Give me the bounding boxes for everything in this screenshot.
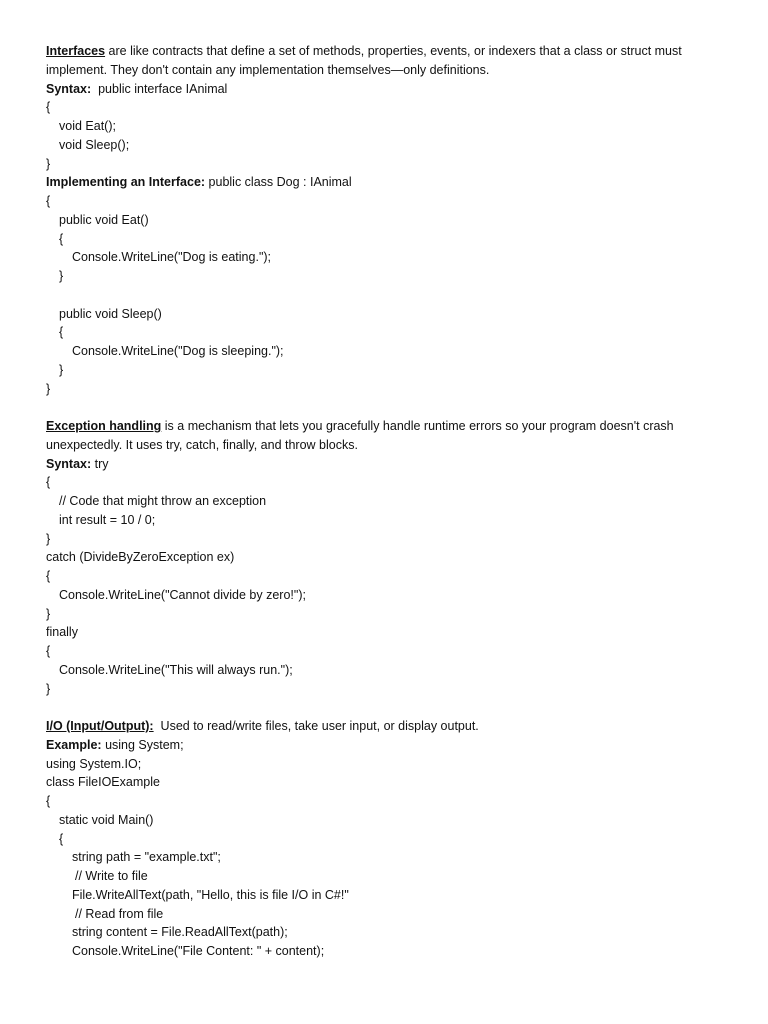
blank-line: [46, 286, 726, 305]
io-example-label: Example:: [46, 737, 102, 752]
interfaces-intro-paragraph: [46, 42, 726, 80]
io-intro-text: Used to read/write files, take user input, or display output.: [153, 719, 479, 733]
code-line: File.WriteAllText(path, "Hello, this is file I/O in C#!": [72, 887, 349, 902]
code-line: {: [46, 100, 51, 115]
code-line: {: [46, 794, 51, 808]
code-line: }: [59, 269, 64, 283]
code-line: void Eat();: [59, 119, 116, 133]
blank-line: [46, 398, 726, 417]
interfaces-impl-line: [46, 173, 726, 192]
interfaces-impl-label: Implementing an Interface:: [46, 175, 206, 190]
code-line: }: [46, 381, 51, 396]
exceptions-intro-text: is a mechanism that lets you gracefully handle runtime errors so your program doesn't crash unexpectedly. It uses try, catch, finally, and throw blocks.: [46, 419, 674, 452]
exceptions-intro-paragraph: [46, 417, 726, 455]
code-line: {: [46, 194, 51, 208]
code-line: {: [46, 644, 51, 658]
blank-line: [46, 698, 726, 717]
interfaces-syntax-code: public interface IAnimal: [91, 81, 228, 96]
code-line: public void Sleep(): [59, 306, 162, 321]
document-page: [46, 42, 726, 961]
code-line: }: [46, 156, 51, 171]
code-line: class FileIOExample: [46, 775, 160, 790]
interfaces-syntax-label: Syntax:: [46, 81, 92, 96]
code-line: Console.WriteLine("This will always run.");: [59, 662, 293, 677]
code-line: string content = File.ReadAllText(path);: [72, 925, 288, 940]
code-line: // Code that might throw an exception: [59, 494, 267, 508]
io-example-line: [46, 736, 726, 755]
code-line: Console.WriteLine("Cannot divide by zero!");: [59, 587, 306, 602]
code-line: finally: [46, 625, 78, 640]
code-line: int result = 10 / 0;: [59, 512, 156, 527]
code-line: }: [46, 531, 51, 546]
code-line: catch (DivideByZeroException ex): [46, 550, 235, 565]
exceptions-syntax-line: [46, 455, 726, 474]
code-line: // Read from file: [75, 906, 164, 921]
code-line: {: [46, 475, 51, 490]
io-example-code: using System;: [101, 737, 184, 752]
code-line: {: [59, 831, 64, 846]
code-line: {: [46, 569, 51, 583]
code-line: {: [59, 231, 64, 246]
code-line: using System.IO;: [46, 756, 142, 771]
code-line: }: [59, 362, 64, 377]
code-line: string path = "example.txt";: [72, 850, 221, 865]
code-line: // Write to file: [75, 869, 148, 883]
code-line: static void Main(): [59, 812, 154, 827]
interfaces-syntax-line: [46, 80, 726, 99]
io-intro-line: [46, 717, 726, 736]
code-line: {: [59, 325, 64, 340]
interfaces-term: Interfaces: [46, 44, 106, 58]
code-line: void Sleep();: [59, 137, 130, 152]
exceptions-syntax-label: Syntax:: [46, 456, 92, 471]
exceptions-term: Exception handling: [46, 419, 162, 433]
code-line: }: [46, 681, 51, 696]
code-line: Console.WriteLine("File Content: " + content);: [72, 944, 325, 958]
interfaces-impl-code: public class Dog : IAnimal: [205, 175, 352, 190]
exceptions-syntax-code: try: [91, 456, 109, 471]
interfaces-intro-text: are like contracts that define a set of methods, properties, events, or indexers that a class or struct must implement. They don't contain any implementation themselves—only definitions.: [46, 44, 682, 77]
code-line: public void Eat(): [59, 212, 149, 227]
code-line: }: [46, 606, 51, 621]
code-line: Console.WriteLine("Dog is eating.");: [72, 250, 272, 265]
io-term: I/O (Input/Output):: [46, 719, 154, 733]
code-line: Console.WriteLine("Dog is sleeping.");: [72, 344, 284, 358]
